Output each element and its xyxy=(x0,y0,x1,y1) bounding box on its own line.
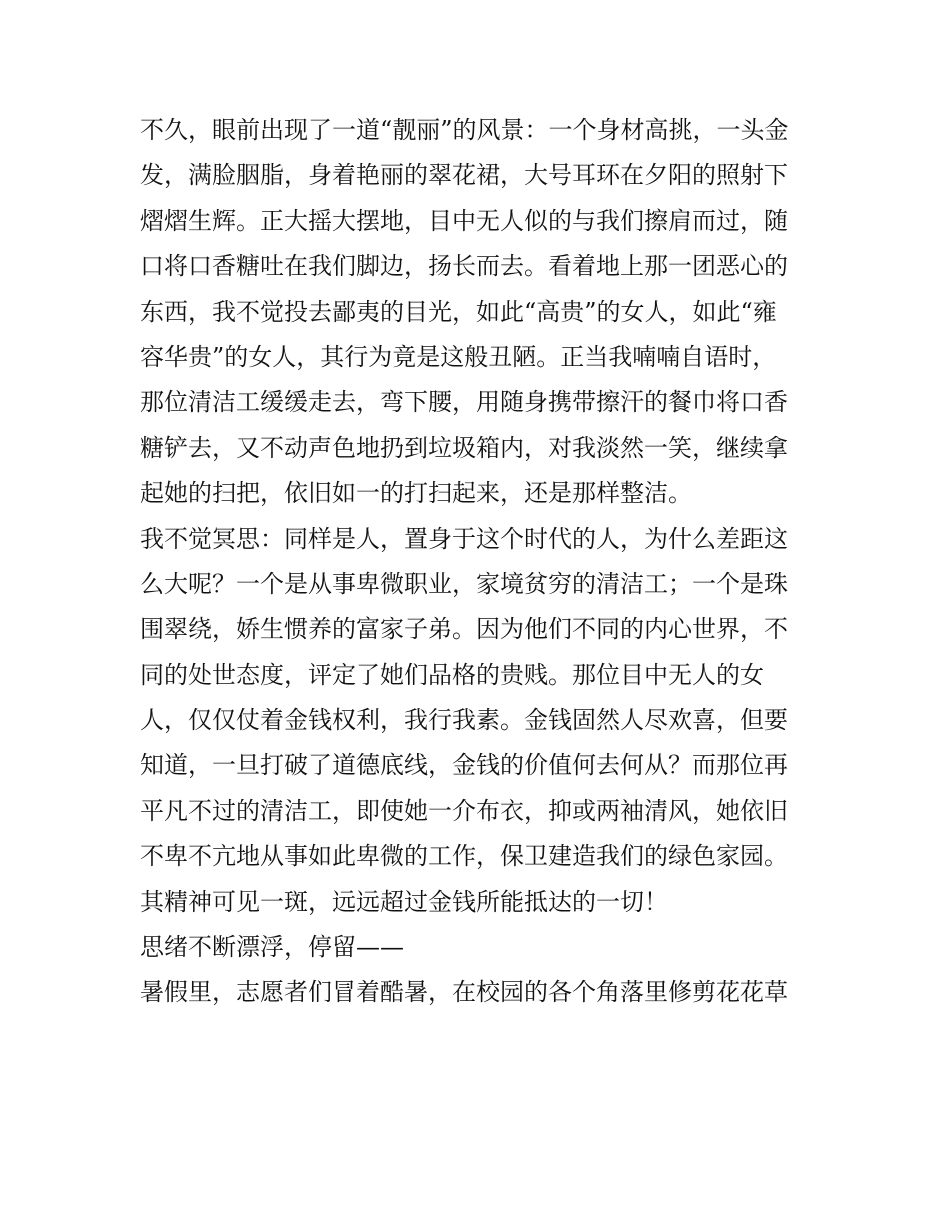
text-line: 围翠绕，娇生惯养的富家子弟。因为他们不同的内心世界，不 xyxy=(140,615,788,644)
text-line: 同的处世态度，评定了她们品格的贵贱。那位目中无人的女 xyxy=(140,660,764,689)
text-line: 不卑不亢地从事如此卑微的工作，保卫建造我们的绿色家园。 xyxy=(140,842,788,871)
text-line: 知道，一旦打破了道德底线，金钱的价值何去何从？而那位再 xyxy=(140,751,788,780)
text-line: 东西，我不觉投去鄙夷的目光，如此“高贵”的女人，如此“雍 xyxy=(140,297,777,326)
text-line: 么大呢？一个是从事卑微职业，家境贫穷的清洁工；一个是珠 xyxy=(140,569,788,598)
text-line: 平凡不过的清洁工，即使她一介布衣，抑或两袖清风，她依旧 xyxy=(140,796,788,825)
text-line: 发，满脸胭脂，身着艳丽的翠花裙，大号耳环在夕阳的照射下 xyxy=(140,161,788,190)
text-line: 容华贵”的女人，其行为竟是这般丑陋。正当我喃喃自语时， xyxy=(140,342,777,371)
text-line: 不久，眼前出现了一道“靓丽”的风景：一个身材高挑，一头金 xyxy=(140,116,789,144)
text-line: 人，仅仅仗着金钱权利，我行我素。金钱固然人尽欢喜，但要 xyxy=(140,706,788,735)
text-line: 糖铲去，又不动声色地扔到垃圾箱内，对我淡然一笑，继续拿 xyxy=(140,433,788,462)
text-line: 熠熠生辉。正大摇大摆地，目中无人似的与我们擦肩而过，随 xyxy=(140,206,788,235)
text-line: 那位清洁工缓缓走去，弯下腰，用随身携带擦汗的餐巾将口香 xyxy=(140,388,788,417)
text-line: 起她的扫把，依旧如一的打扫起来，还是那样整洁。 xyxy=(140,479,692,508)
text-line: 暑假里，志愿者们冒着酷暑，在校园的各个角落里修剪花花草 xyxy=(140,978,788,1007)
text-line: 思绪不断漂浮，停留—— xyxy=(140,933,404,962)
text-line: 口将口香糖吐在我们脚边，扬长而去。看着地上那一团恶心的 xyxy=(140,252,788,281)
body-text xyxy=(140,108,820,1016)
text-line: 我不觉冥思：同样是人，置身于这个时代的人，为什么差距这 xyxy=(140,524,788,553)
text-line: 其精神可见一斑，远远超过金钱所能抵达的一切！ xyxy=(140,887,668,916)
